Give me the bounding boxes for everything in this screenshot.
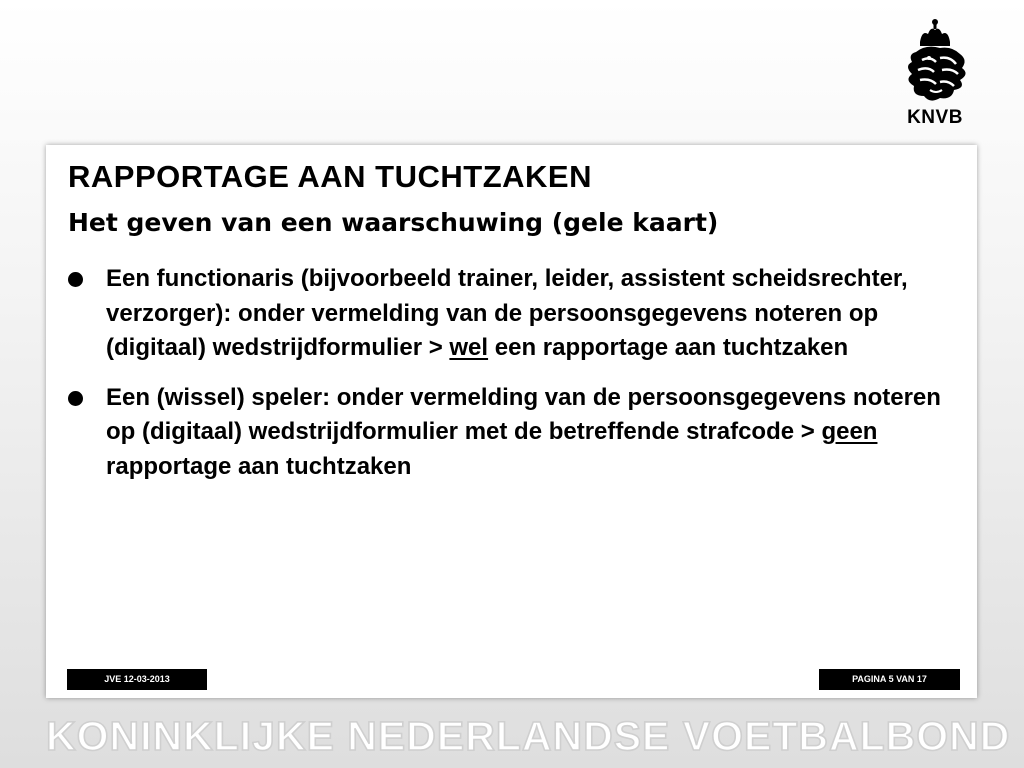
bullet-item xyxy=(68,262,968,366)
slide-subtitle: Het geven van een waarschuwing (gele kaart) xyxy=(68,208,719,237)
bullet-text: Een functionaris (bijvoorbeeld trainer, leider, assistent scheidsrechter, verzorger): onder vermelding van de persoonsgegevens noteren op (digitaal) wedstrijdformulier > xyxy=(106,265,908,361)
slide-card xyxy=(46,145,977,698)
logo-text: KNVB xyxy=(907,107,963,128)
bullet-dot-icon xyxy=(68,391,83,406)
organization-name: KONINKLIJKE NEDERLANDSE VOETBALBOND xyxy=(46,713,1011,759)
bullet-dot-icon xyxy=(68,272,83,287)
footer-page-number: PAGINA 5 VAN 17 xyxy=(819,669,960,690)
bullet-text-end: rapportage aan tuchtzaken xyxy=(106,452,412,480)
bullet-list xyxy=(68,262,968,499)
footer-author-date: JVE 12-03-2013 xyxy=(67,669,207,690)
bullet-text-end: een rapportage aan tuchtzaken xyxy=(488,334,849,361)
lion-crown-icon xyxy=(896,18,974,108)
bullet-emphasis: wel xyxy=(449,334,489,361)
bullet-emphasis: geen xyxy=(821,418,878,445)
slide-title: RAPPORTAGE AAN TUCHTZAKEN xyxy=(68,159,592,194)
bullet-item xyxy=(68,381,968,485)
bullet-text: Een (wissel) speler: onder vermelding van de persoonsgegevens noteren op (digitaal) wedstrijdformulier met de betreffende strafcode > xyxy=(106,383,941,445)
knvb-logo xyxy=(896,18,974,130)
